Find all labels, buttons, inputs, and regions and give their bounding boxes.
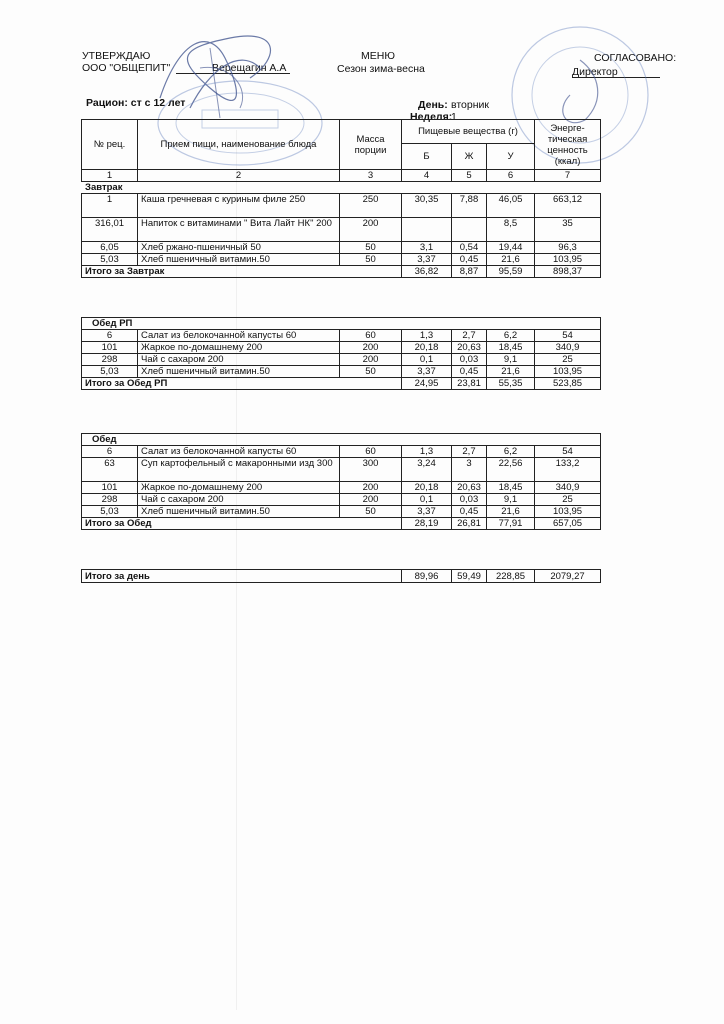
dish-mass: 50 (340, 242, 402, 254)
recipe-num: 5,03 (82, 254, 138, 266)
total-energy: 523,85 (535, 378, 601, 390)
table-row (82, 342, 601, 354)
total-energy: 898,37 (535, 266, 601, 278)
fat-value: 2,7 (452, 446, 487, 458)
day-value: вторник (451, 99, 489, 111)
energy-value: 340,9 (535, 482, 601, 494)
energy-value: 133,2 (535, 458, 601, 482)
table-row (82, 194, 601, 218)
total-protein: 28,19 (402, 518, 452, 530)
protein-value: 0,1 (402, 494, 452, 506)
protein-value: 3,37 (402, 506, 452, 518)
carbs-value: 18,45 (487, 342, 535, 354)
protein-value: 20,18 (402, 342, 452, 354)
column-header-num: № рец. (82, 120, 138, 170)
dish-name: Салат из белокочанной капусты 60 (138, 446, 340, 458)
recipe-num: 298 (82, 494, 138, 506)
recipe-num: 101 (82, 342, 138, 354)
org-name: ООО "ОБЩЕПИТ" (82, 62, 171, 74)
carbs-value: 9,1 (487, 494, 535, 506)
dish-mass: 60 (340, 446, 402, 458)
energy-value: 54 (535, 446, 601, 458)
energy-value: 103,95 (535, 254, 601, 266)
dish-name: Жаркое по-домашнему 200 (138, 342, 340, 354)
day-total-energy: 2079,27 (535, 570, 601, 583)
energy-value: 96,3 (535, 242, 601, 254)
carbs-value: 21,6 (487, 506, 535, 518)
dish-mass: 200 (340, 218, 402, 242)
recipe-num: 6 (82, 446, 138, 458)
column-index: 2 (138, 170, 340, 182)
protein-value: 3,24 (402, 458, 452, 482)
day-total-table (81, 569, 601, 583)
fat-value: 0,45 (452, 366, 487, 378)
dish-mass: 50 (340, 254, 402, 266)
section-title-breakfast: Завтрак (82, 182, 601, 194)
dish-name: Каша гречневая с куриным филе 250 (138, 194, 340, 218)
fat-value: 0,45 (452, 254, 487, 266)
dish-mass: 60 (340, 330, 402, 342)
lunch-rp-table (81, 317, 601, 390)
carbs-value: 22,56 (487, 458, 535, 482)
table-row (82, 366, 601, 378)
carbs-value: 46,05 (487, 194, 535, 218)
dish-name: Хлеб ржано-пшеничный 50 (138, 242, 340, 254)
signer-name: Верещагин А.А (212, 62, 287, 74)
total-label: Итого за Обед (82, 518, 402, 530)
ration-label: Рацион: ст с 12 лет (86, 97, 186, 109)
energy-value: 54 (535, 330, 601, 342)
table-row (82, 458, 601, 482)
signature-scribble-icon (150, 18, 290, 133)
dish-mass: 200 (340, 354, 402, 366)
table-row (82, 330, 601, 342)
fat-value: 7,88 (452, 194, 487, 218)
recipe-num: 5,03 (82, 506, 138, 518)
dish-name: Жаркое по-домашнему 200 (138, 482, 340, 494)
column-index: 4 (402, 170, 452, 182)
fat-value: 0,03 (452, 494, 487, 506)
energy-value: 103,95 (535, 506, 601, 518)
table-row (82, 218, 601, 242)
carbs-value: 9,1 (487, 354, 535, 366)
protein-value: 1,3 (402, 330, 452, 342)
day-total-label: Итого за день (82, 570, 402, 583)
total-fat: 23,81 (452, 378, 487, 390)
dish-name: Суп картофельный с макаронными изд 300 (138, 458, 340, 482)
column-index: 3 (340, 170, 402, 182)
column-index: 7 (535, 170, 601, 182)
protein-value (402, 218, 452, 242)
protein-value: 30,35 (402, 194, 452, 218)
energy-value: 663,12 (535, 194, 601, 218)
protein-value: 20,18 (402, 482, 452, 494)
fat-value (452, 218, 487, 242)
recipe-num: 316,01 (82, 218, 138, 242)
director-signature-line (572, 77, 660, 78)
lunch-table (81, 433, 601, 530)
energy-value: 25 (535, 494, 601, 506)
season-label: Сезон зима-весна (337, 63, 425, 75)
total-carbs: 55,35 (487, 378, 535, 390)
dish-name: Хлеб пшеничный витамин.50 (138, 366, 340, 378)
day-total-row (82, 570, 601, 583)
dish-name: Хлеб пшеничный витамин.50 (138, 506, 340, 518)
table-row (82, 506, 601, 518)
fat-value: 0,54 (452, 242, 487, 254)
day-total-carbs: 228,85 (487, 570, 535, 583)
recipe-num: 101 (82, 482, 138, 494)
column-index: 1 (82, 170, 138, 182)
total-row (82, 266, 601, 278)
column-header-nutrients: Пищевые вещества (г) (402, 120, 535, 144)
protein-value: 3,1 (402, 242, 452, 254)
protein-value: 1,3 (402, 446, 452, 458)
table-row (82, 242, 601, 254)
carbs-value: 6,2 (487, 330, 535, 342)
column-header-fat: Ж (452, 144, 487, 170)
protein-value: 0,1 (402, 354, 452, 366)
director-label: Директор (572, 66, 618, 78)
column-index: 5 (452, 170, 487, 182)
total-label: Итого за Завтрак (82, 266, 402, 278)
table-row (82, 254, 601, 266)
dish-name: Чай с сахаром 200 (138, 354, 340, 366)
total-row (82, 518, 601, 530)
protein-value: 3,37 (402, 254, 452, 266)
total-protein: 36,82 (402, 266, 452, 278)
day-total-protein: 89,96 (402, 570, 452, 583)
column-header-mass: Масса порции (340, 120, 402, 170)
total-protein: 24,95 (402, 378, 452, 390)
recipe-num: 6,05 (82, 242, 138, 254)
column-header-carbs: У (487, 144, 535, 170)
total-fat: 26,81 (452, 518, 487, 530)
dish-mass: 50 (340, 366, 402, 378)
column-header-name: Прием пищи, наименование блюда (138, 120, 340, 170)
fat-value: 20,63 (452, 482, 487, 494)
total-fat: 8,87 (452, 266, 487, 278)
dish-name: Салат из белокочанной капусты 60 (138, 330, 340, 342)
energy-value: 340,9 (535, 342, 601, 354)
table-row (82, 494, 601, 506)
carbs-value: 6,2 (487, 446, 535, 458)
dish-mass: 250 (340, 194, 402, 218)
day-label: День: (418, 99, 448, 111)
dish-name: Чай с сахаром 200 (138, 494, 340, 506)
fat-value: 0,45 (452, 506, 487, 518)
fat-value: 0,03 (452, 354, 487, 366)
section-title-lunch-rp: Обед РП (82, 318, 601, 330)
fat-value: 2,7 (452, 330, 487, 342)
fat-value: 3 (452, 458, 487, 482)
section-title-lunch: Обед (82, 434, 601, 446)
recipe-num: 63 (82, 458, 138, 482)
total-carbs: 77,91 (487, 518, 535, 530)
dish-mass: 200 (340, 342, 402, 354)
breakfast-table (81, 119, 601, 278)
dish-mass: 300 (340, 458, 402, 482)
dish-mass: 50 (340, 506, 402, 518)
table-row (82, 446, 601, 458)
carbs-value: 19,44 (487, 242, 535, 254)
dish-name: Напиток с витаминами " Вита Лайт НК" 200 (138, 218, 340, 242)
recipe-num: 298 (82, 354, 138, 366)
total-carbs: 95,59 (487, 266, 535, 278)
recipe-num: 1 (82, 194, 138, 218)
column-header-protein: Б (402, 144, 452, 170)
carbs-value: 8,5 (487, 218, 535, 242)
table-row (82, 482, 601, 494)
agreed-label: СОГЛАСОВАНО: (594, 52, 677, 64)
carbs-value: 21,6 (487, 366, 535, 378)
recipe-num: 5,03 (82, 366, 138, 378)
menu-title: МЕНЮ (361, 50, 395, 62)
day-total-fat: 59,49 (452, 570, 487, 583)
total-label: Итого за Обед РП (82, 378, 402, 390)
carbs-value: 18,45 (487, 482, 535, 494)
protein-value: 3,37 (402, 366, 452, 378)
week-label: Неделя: (410, 111, 453, 123)
carbs-value: 21,6 (487, 254, 535, 266)
approve-label: УТВЕРЖДАЮ (82, 50, 151, 62)
week-value: 1 (451, 111, 457, 123)
dish-name: Хлеб пшеничный витамин.50 (138, 254, 340, 266)
column-header-energy: Энерге-тическая ценность (ккал) (535, 120, 601, 170)
total-energy: 657,05 (535, 518, 601, 530)
dish-mass: 200 (340, 494, 402, 506)
energy-value: 35 (535, 218, 601, 242)
fat-value: 20,63 (452, 342, 487, 354)
energy-value: 25 (535, 354, 601, 366)
recipe-num: 6 (82, 330, 138, 342)
energy-value: 103,95 (535, 366, 601, 378)
total-row (82, 378, 601, 390)
column-index: 6 (487, 170, 535, 182)
dish-mass: 200 (340, 482, 402, 494)
table-row (82, 354, 601, 366)
